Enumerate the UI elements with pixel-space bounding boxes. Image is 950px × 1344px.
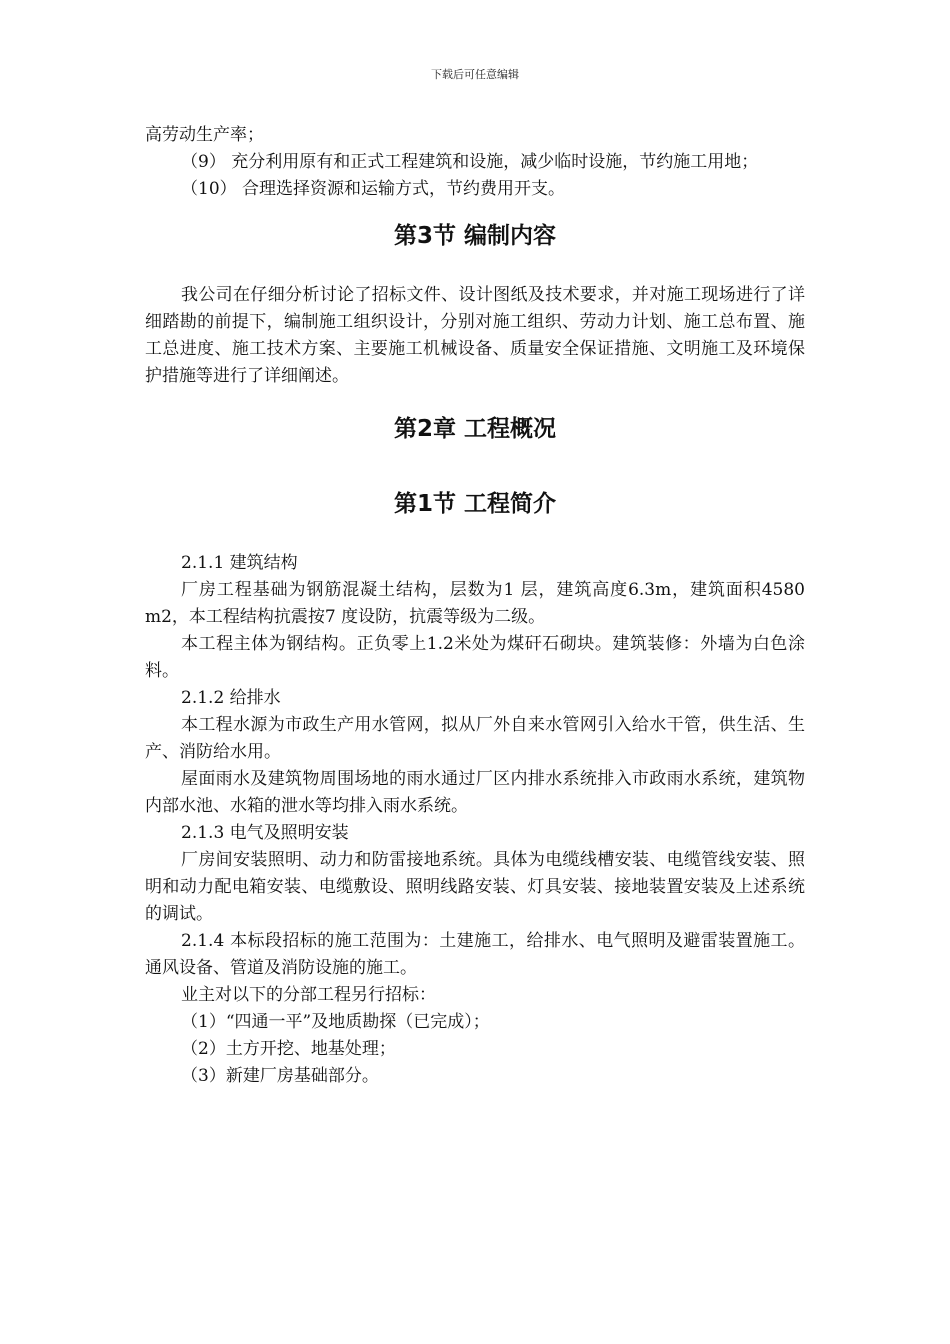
paragraph-water-source: 本工程水源为市政生产用水管网，拟从厂外自来水管网引入给水干管，供生活、生产、消防给水用。 (145, 715, 805, 762)
paragraph-main-body: 本工程主体为钢结构。正负零上1.2米处为煤矸石砌块。建筑装修：外墙为白色涂料。 (145, 634, 805, 681)
section-3-paragraph: 我公司在仔细分析讨论了招标文件、设计图纸及技术要求，并对施工现场进行了详细踏勘的前提下，编制施工组织设计，分别对施工组织、劳动力计划、施工总布置、施工总进度、施工技术方案、主要施工机械设备、质量安全保证措施、文明施工及环境保护措施等进行了详细阐述。 (145, 285, 805, 386)
page-header: 下载后可任意编辑 (431, 68, 519, 81)
paragraph-structure: 厂房工程基础为钢筋混凝土结构，层数为1 层，建筑高度6.3m，建筑面积4580 m2，本工程结构抗震按7 度设防，抗震等级为二级。 (145, 580, 805, 627)
paragraph-electrical: 厂房间安装照明、动力和防雷接地系统。具体为电缆线槽安装、电缆管线安装、照明和动力配电箱安装、电缆敷设、照明线路安装、灯具安装、接地装置安装及上述系统的调试。 (145, 850, 805, 924)
list-item-9: （9） 充分利用原有和正式工程建筑和设施，减少临时设施，节约施工用地； (181, 152, 759, 172)
list-item-1: （1）“四通一平”及地质勘探（已完成）； (181, 1012, 490, 1032)
subsection-2-1-1: 2.1.1 建筑结构 (181, 553, 298, 573)
subsection-2-1-3: 2.1.3 电气及照明安装 (181, 823, 349, 843)
intro-line: 高劳动生产率； (145, 125, 264, 145)
paragraph-separate-bid: 业主对以下的分部工程另行招标： (181, 985, 436, 1005)
subsection-2-1-2: 2.1.2 给排水 (181, 688, 281, 708)
section-1-title: 第1节 工程简介 (393, 491, 556, 517)
chapter-2-title: 第2章 工程概况 (393, 416, 556, 442)
paragraph-scope: 2.1.4 本标段招标的施工范围为：土建施工，给排水、电气照明及避雷装置施工。通风设备、管道及消防设施的施工。 (145, 931, 805, 978)
list-item-10: （10） 合理选择资源和运输方式，节约费用开支。 (181, 179, 566, 199)
paragraph-drainage: 屋面雨水及建筑物周围场地的雨水通过厂区内排水系统排入市政雨水系统，建筑物内部水池、水箱的泄水等均排入雨水系统。 (145, 769, 805, 816)
list-item-3: （3）新建厂房基础部分。 (181, 1066, 379, 1086)
document-body (145, 122, 805, 1090)
section-3-title: 第3节 编制内容 (393, 223, 556, 249)
list-item-2: （2）土方开挖、地基处理； (181, 1039, 396, 1059)
